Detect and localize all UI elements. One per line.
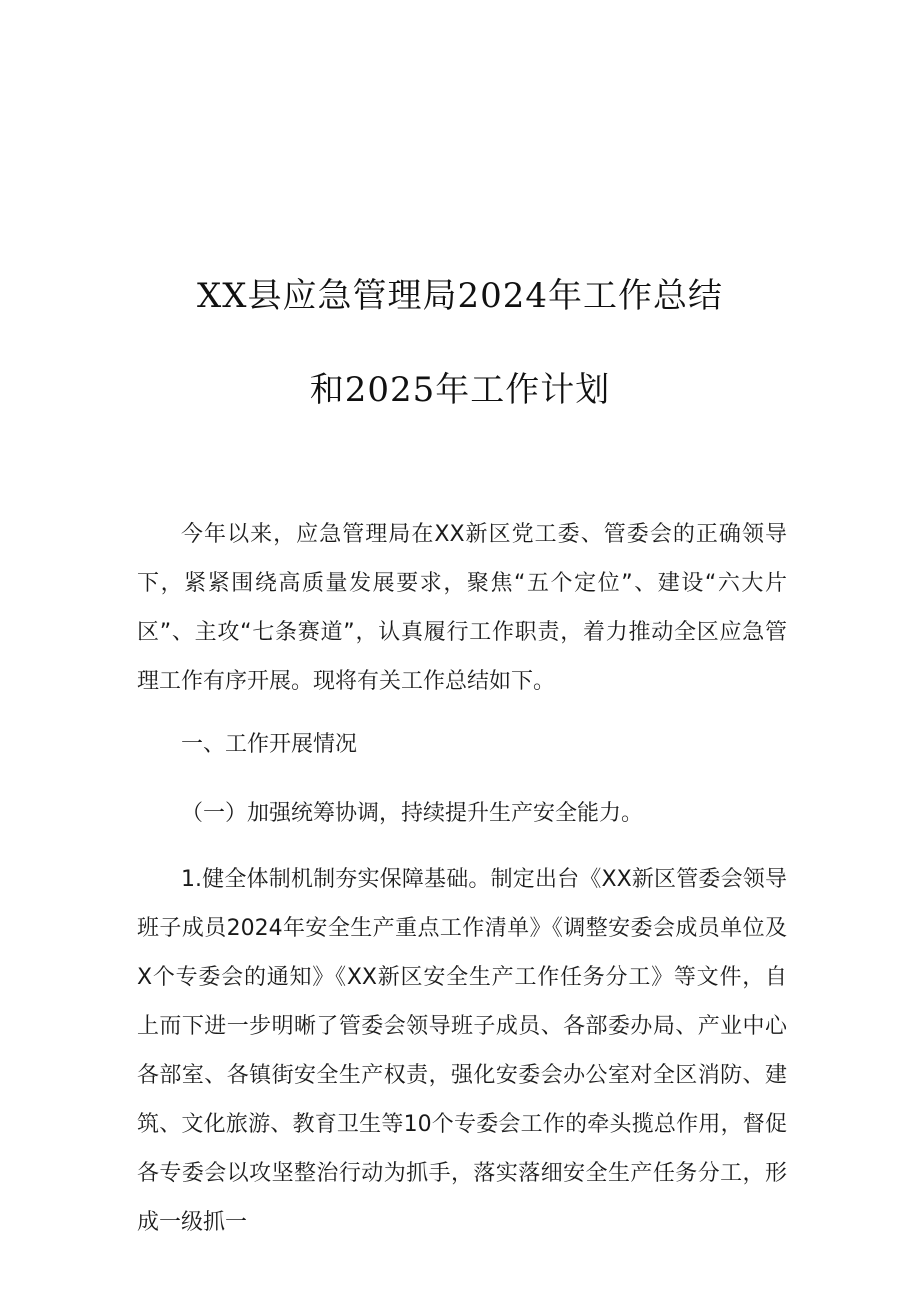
section-heading: 一、工作开展情况 [181, 732, 358, 757]
item-paragraph: 1.健全体制机制夯实保障基础。制定出台《XX新区管委会领导班子成员2024年安全生产重点工作清单》《调整安委会成员单位及X个专委会的通知》《XX新区安全生产工作任务分工》等文件，自上而下进一步明晰了管委会领导班子成员、各部委办局、产业中心各部室、各镇街安全生产权责，强化安委会办公室对全区消防、建筑、文化旅游、教育卫生等10个专委会工作的牵头揽总作用，督促各专委会以攻坚整治行动为抓手，落实落细安全生产任务分工，形成一级抓一 [137, 867, 787, 1235]
document-title-line-1: XX县应急管理局2024年工作总结 [197, 276, 723, 316]
intro-paragraph: 今年以来，应急管理局在XX新区党工委、管委会的正确领导下，紧紧围绕高质量发展要求，聚焦“五个定位”、建设“六大片区”、主攻“七条赛道”，认真履行工作职责，着力推动全区应急管理工作有序开展。现将有关工作总结如下。 [137, 522, 787, 694]
subsection-heading: （一）加强统筹协调，持续提升生产安全能力。 [181, 801, 644, 826]
document-title-line-2: 和2025年工作计划 [309, 370, 611, 410]
